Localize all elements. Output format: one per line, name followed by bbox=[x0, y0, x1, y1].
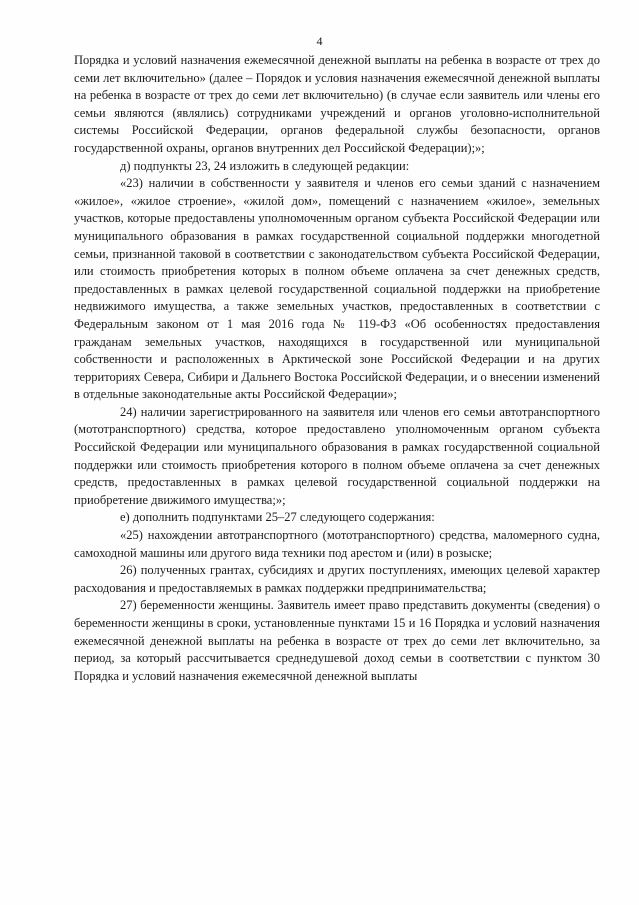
paragraph: «25) нахождении автотранспортного (мототранспортного) средства, маломерного судна, самоходной машины или другого вида техники под арестом и (или) в розыске; bbox=[74, 528, 600, 560]
paragraph: 24) наличии зарегистрированного на заявителя или членов его семьи автотранспортного (мототранспортного) средства, которое предоставлено уполномоченным органом субъекта Российской Федерации или муниципального образования в рамках государственной социальной поддержки или стоимость приобретения которого в полном объеме оплачена за счет денежных средств, предоставленных в рамках целевой государственной социальной поддержки на приобретение движимого имущества;»; bbox=[74, 404, 600, 507]
paragraph: д) подпункты 23, 24 изложить в следующей редакции: bbox=[120, 158, 410, 173]
paragraph: Порядка и условий назначения ежемесячной денежной выплаты на ребенка в возрасте от трех до семи лет включительно» (далее – Порядок и условия назначения ежемесячной денежной выплаты на ребенка в возрасте от трех до семи лет включительно) (в случае если заявитель или члены его семьи являются (являлись) сотрудниками учреждений и органов уголовно-исполнительной системы Российской Федерации, органов федеральной службы безопасности, органов государственной охраны, органов внутренних дел Российской Федерации);»; bbox=[74, 53, 600, 155]
paragraph: е) дополнить подпунктами 25–27 следующего содержания: bbox=[120, 510, 435, 525]
paragraph: «23) наличии в собственности у заявителя и членов его семьи зданий с назначением «жилое», «жилое строение», «жилой дом», помещений с назначением «жилое», земельных участков, которые предоставлены уполномоченным органом субъекта Российской Федерации или муниципального образования в рамках государственной социальной поддержки многодетной семьи, признанной таковой в соответствии с законодательством субъекта Российской Федерации, или стоимость приобретения которых в полном объеме оплачена за счет денежных средств, предоставленных в рамках целевой государственной социальной поддержки на приобретение недвижимого имущества, а также земельных участков, предоставленных в соответствии с Федеральным законом от 1 мая 2016 года № 119-ФЗ «Об особенностях предоставления гражданам земельных участков, находящихся в государственной или муниципальной собственности и расположенных в Арктической зоне Российской Федерации и на других территориях Севера, Сибири и Дальнего Востока Российской Федерации, и о внесении изменений в отдельные законодательные акты Российской Федерации»; bbox=[74, 176, 600, 402]
paragraph: 27) беременности женщины. Заявитель имеет право представить документы (сведения) о беременности женщины в сроки, установленные пунктами 15 и 16 Порядка и условий назначения ежемесячной денежной выплаты на ребенка в возрасте от трех до семи лет включительно, за период, за который рассчитывается среднедушевой доход семьи в соответствии с пунктом 30 Порядка и условий назначения ежемесячной денежной выплаты bbox=[74, 598, 600, 683]
document-body bbox=[74, 52, 600, 685]
page-number: 4 bbox=[316, 34, 323, 48]
paragraph: 26) полученных грантах, субсидиях и других поступлениях, имеющих целевой характер расходования и предоставляемых в рамках поддержки предпринимательства; bbox=[74, 563, 600, 595]
